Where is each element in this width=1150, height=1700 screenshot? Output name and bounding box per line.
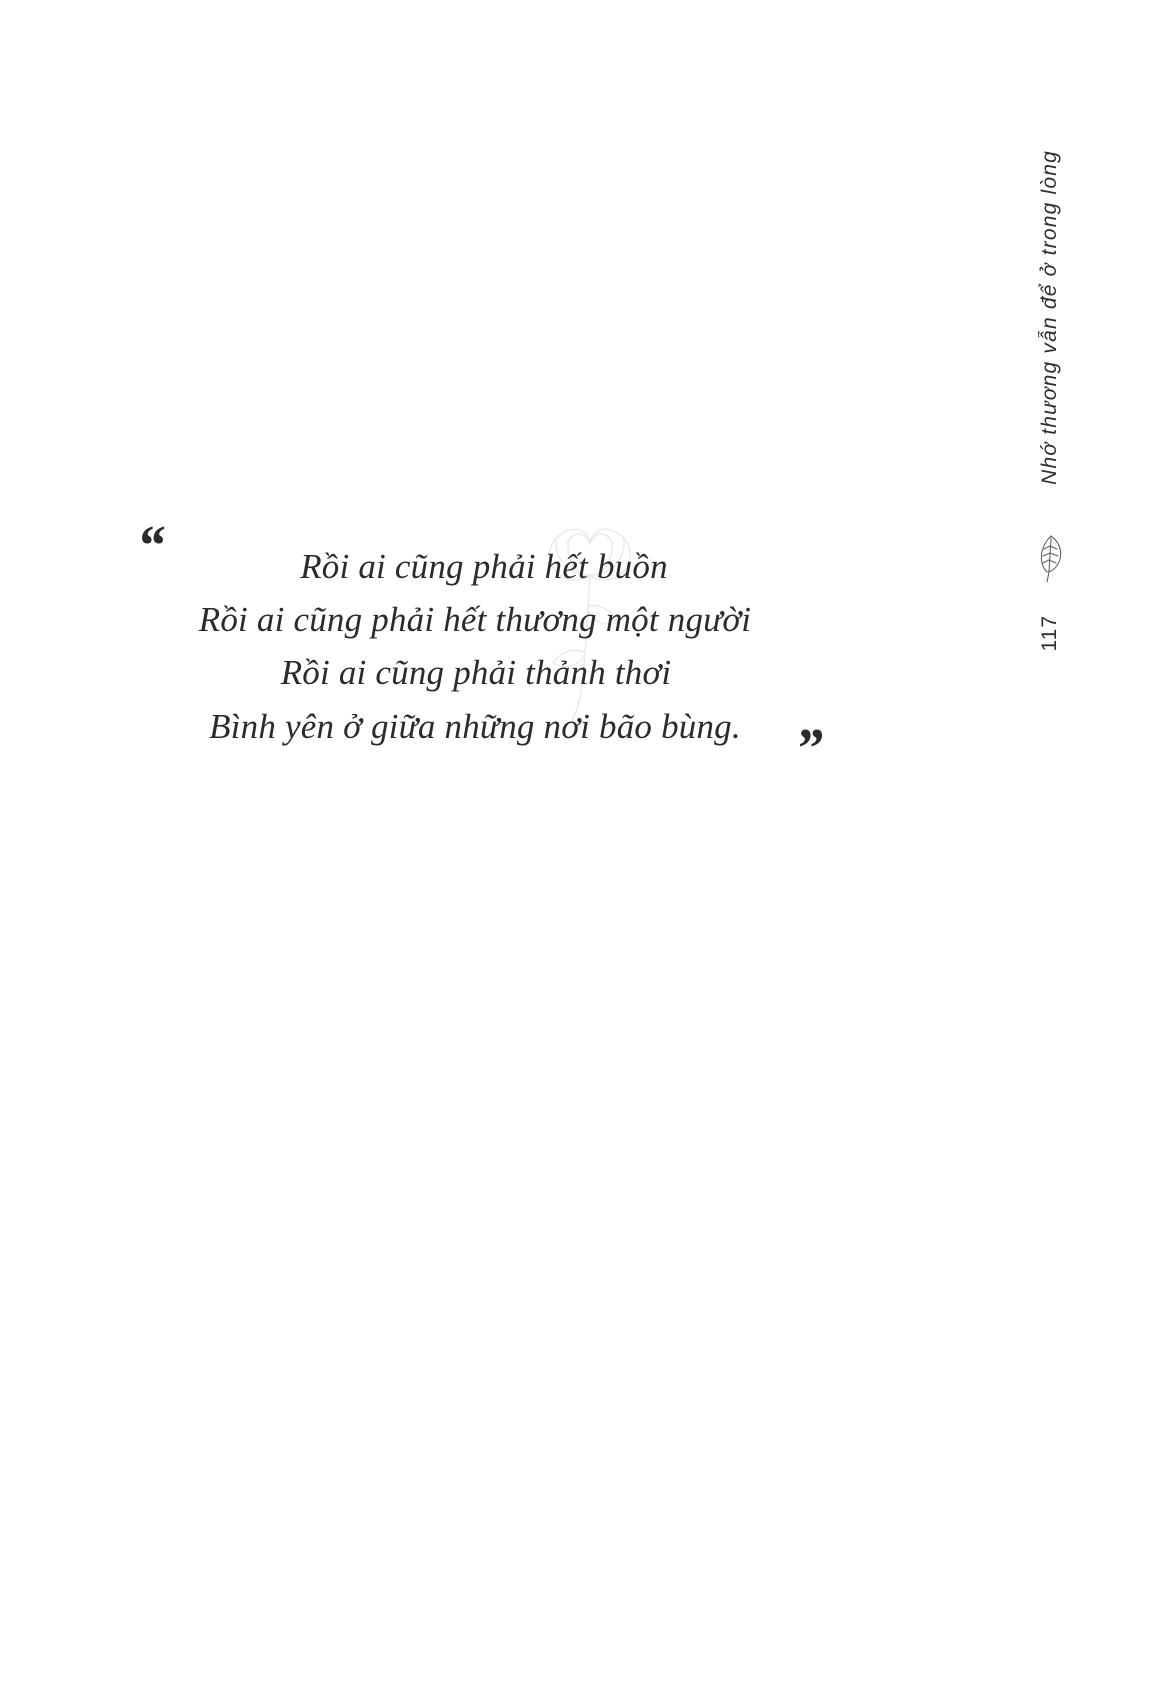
running-head <box>1038 150 1062 570</box>
quote-line: Bình yên ở giữa những nơi bão bùng. <box>209 706 741 746</box>
quote-text <box>136 515 824 780</box>
quote-block <box>0 515 950 780</box>
leaf-icon <box>1034 530 1068 586</box>
quote-line: Rồi ai cũng phải hết buồn <box>300 547 668 586</box>
running-head-title: Nhớ thương vẫn để ở trong lòng <box>1038 150 1061 485</box>
open-quote-mark: “ <box>136 515 165 577</box>
close-quote-mark: ” <box>795 717 824 780</box>
quote-line: Rồi ai cũng phải thảnh thơi <box>280 653 672 693</box>
quote-line: Rồi ai cũng phải hết thương một người <box>198 600 752 640</box>
page-number: 117 <box>1038 615 1061 652</box>
